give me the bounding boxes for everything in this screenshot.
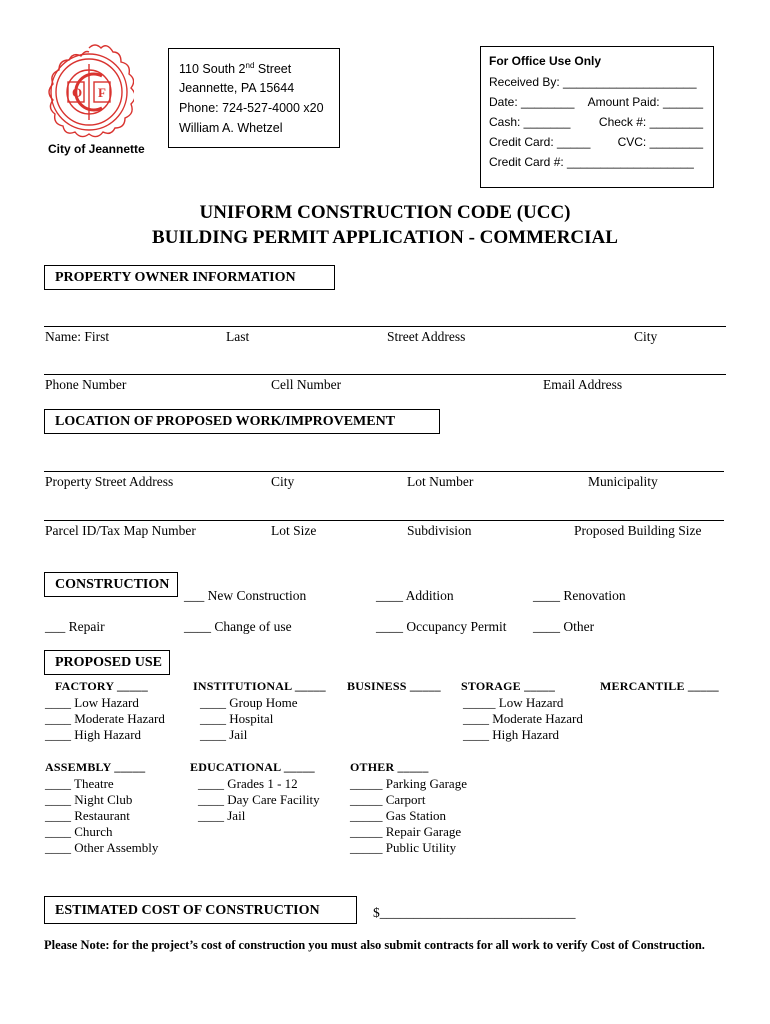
storage-high-hazard[interactable]: ____ High Hazard <box>463 727 560 742</box>
check-field: Check #: ________ <box>598 115 703 129</box>
educational-day-care[interactable]: ____ Day Care Facility <box>198 792 320 807</box>
factory-high-hazard[interactable]: ____ High Hazard <box>45 727 142 742</box>
institutional-hospital[interactable]: ____ Hospital <box>200 711 274 726</box>
factory-moderate-hazard[interactable]: ____ Moderate Hazard <box>45 711 165 726</box>
office-use-title: For Office Use Only <box>489 54 602 68</box>
option-addition[interactable]: ____ Addition <box>376 588 454 603</box>
other-public-utility[interactable]: _____ Public Utility <box>350 840 457 855</box>
assembly-restaurant[interactable]: ____ Restaurant <box>45 808 130 823</box>
institutional-group-home[interactable]: ____ Group Home <box>200 695 298 710</box>
label-street-address: Street Address <box>387 329 466 344</box>
label-last-name: Last <box>226 329 250 344</box>
owner-phone-line[interactable] <box>44 374 726 375</box>
office-use-box <box>480 46 714 188</box>
cost-note: Please Note: for the project’s cost of construction you must also submit contracts for all work to verify Cost of Construction. <box>44 938 705 952</box>
option-repair[interactable]: ___ Repair <box>45 619 105 634</box>
label-building-size: Proposed Building Size <box>574 523 702 538</box>
cvc-field: CVC: ________ <box>617 135 703 149</box>
address-box <box>168 48 340 148</box>
other-parking-garage[interactable]: _____ Parking Garage <box>350 776 467 791</box>
received-by-field: Received By: ____________________ <box>489 75 697 89</box>
category-other[interactable]: OTHER _____ <box>350 760 429 774</box>
assembly-other[interactable]: ____ Other Assembly <box>45 840 159 855</box>
address-city: Jeannette, PA 15644 <box>179 81 295 95</box>
category-institutional[interactable]: INSTITUTIONAL _____ <box>193 679 326 693</box>
label-parcel-id: Parcel ID/Tax Map Number <box>45 523 196 538</box>
address-phone: Phone: 724-527-4000 x20 <box>179 101 324 115</box>
cash-field: Cash: _______ <box>489 115 571 129</box>
label-property-address: Property Street Address <box>45 474 174 489</box>
svg-text:F: F <box>98 85 106 100</box>
assembly-night-club[interactable]: ____ Night Club <box>45 792 133 807</box>
category-assembly[interactable]: ASSEMBLY _____ <box>45 760 146 774</box>
option-renovation[interactable]: ____ Renovation <box>533 588 626 603</box>
location-parcel-line[interactable] <box>44 520 724 521</box>
option-new-construction[interactable]: ___ New Construction <box>184 588 307 603</box>
section-estimated-cost: ESTIMATED COST OF CONSTRUCTION <box>44 896 357 924</box>
assembly-theatre[interactable]: ____ Theatre <box>45 776 114 791</box>
label-phone: Phone Number <box>45 377 127 392</box>
other-carport[interactable]: _____ Carport <box>350 792 426 807</box>
educational-jail[interactable]: ____ Jail <box>198 808 246 823</box>
credit-card-number-field: Credit Card #: ___________________ <box>489 155 694 169</box>
factory-low-hazard[interactable]: ____ Low Hazard <box>45 695 139 710</box>
address-street: 110 South 2nd Street <box>179 61 292 77</box>
label-subdivision: Subdivision <box>407 523 472 538</box>
label-email: Email Address <box>543 377 623 392</box>
section-construction: CONSTRUCTION <box>44 572 178 597</box>
form-title-line1: UNIFORM CONSTRUCTION CODE (UCC) <box>199 202 571 223</box>
credit-card-field: Credit Card: _____ <box>489 135 591 149</box>
educational-grades[interactable]: ____ Grades 1 - 12 <box>198 776 298 791</box>
label-municipality: Municipality <box>588 474 658 489</box>
category-storage[interactable]: STORAGE _____ <box>461 679 556 693</box>
category-factory[interactable]: FACTORY _____ <box>55 679 148 693</box>
label-lot-size: Lot Size <box>271 523 317 538</box>
section-property-owner: PROPERTY OWNER INFORMATION <box>44 265 335 290</box>
option-change-of-use[interactable]: ____ Change of use <box>184 619 292 634</box>
location-address-line[interactable] <box>44 471 724 472</box>
other-repair-garage[interactable]: _____ Repair Garage <box>350 824 462 839</box>
label-location-city: City <box>271 474 295 489</box>
owner-name-line[interactable] <box>44 326 726 327</box>
label-city: City <box>634 329 658 344</box>
storage-low-hazard[interactable]: _____ Low Hazard <box>463 695 564 710</box>
label-cell: Cell Number <box>271 377 342 392</box>
label-lot-number: Lot Number <box>407 474 474 489</box>
svg-text:O: O <box>72 85 83 100</box>
section-location: LOCATION OF PROPOSED WORK/IMPROVEMENT <box>44 409 440 434</box>
city-seal-logo <box>44 42 134 140</box>
category-educational[interactable]: EDUCATIONAL _____ <box>190 760 315 774</box>
option-other[interactable]: ____ Other <box>533 619 595 634</box>
section-proposed-use: PROPOSED USE <box>44 650 170 675</box>
estimated-cost-field[interactable]: $_____________________________ <box>373 905 576 920</box>
other-gas-station[interactable]: _____ Gas Station <box>350 808 447 823</box>
amount-paid-field: Amount Paid: ______ <box>587 95 703 109</box>
category-business[interactable]: BUSINESS _____ <box>347 679 441 693</box>
assembly-church[interactable]: ____ Church <box>45 824 113 839</box>
form-title-line2: BUILDING PERMIT APPLICATION - COMMERCIAL <box>152 227 618 248</box>
storage-moderate-hazard[interactable]: ____ Moderate Hazard <box>463 711 583 726</box>
label-first-name: Name: First <box>45 329 110 344</box>
category-mercantile[interactable]: MERCANTILE _____ <box>600 679 719 693</box>
institutional-jail[interactable]: ____ Jail <box>200 727 248 742</box>
date-field: Date: ________ <box>489 95 575 109</box>
address-contact: William A. Whetzel <box>179 121 283 135</box>
city-name: City of Jeannette <box>48 142 145 156</box>
option-occupancy-permit[interactable]: ____ Occupancy Permit <box>376 619 507 634</box>
